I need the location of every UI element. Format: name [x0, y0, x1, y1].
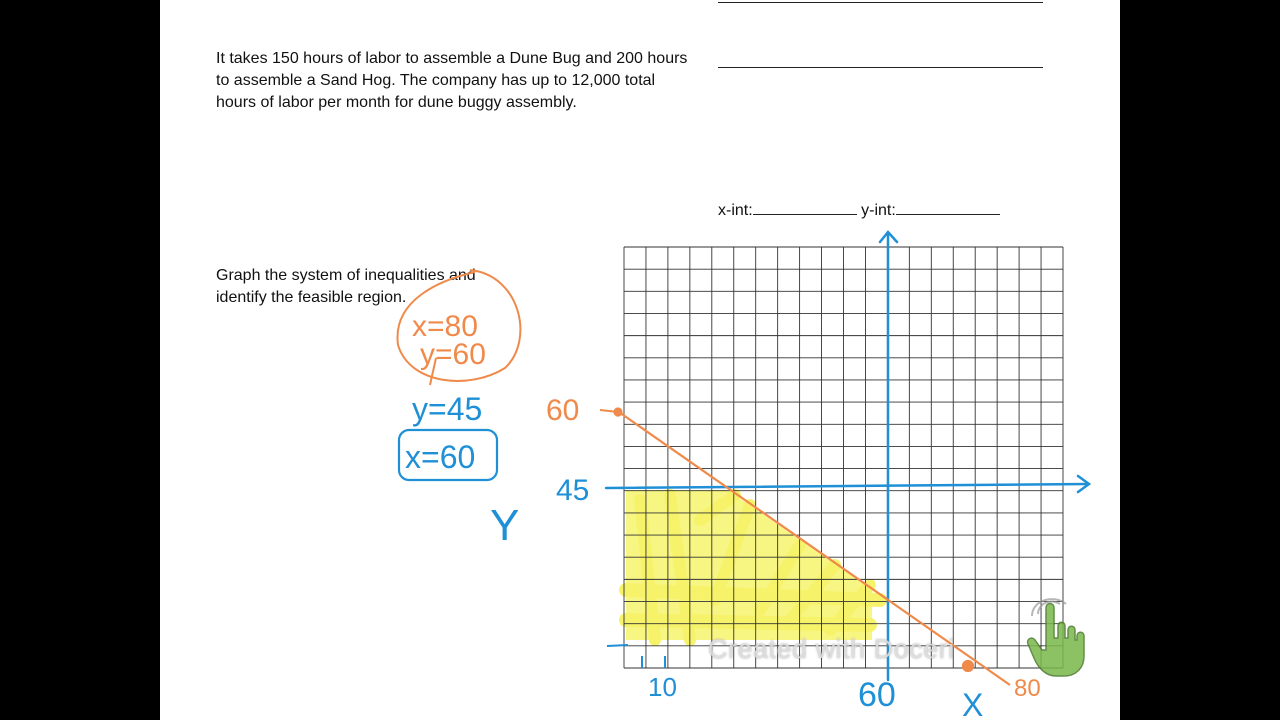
handwritten-y-letter: Y	[490, 501, 520, 550]
handwritten-y-45: y=45	[412, 391, 483, 427]
label-60-left: 60	[546, 394, 580, 427]
coordinate-grid	[624, 247, 1063, 668]
x-int-label: x-int:	[718, 202, 753, 219]
doceri-watermark: Created with Doceri	[708, 634, 955, 664]
y-int-label: y-int:	[861, 202, 896, 219]
handwritten-x-60: x=60	[405, 439, 476, 475]
label-45-left: 45	[556, 474, 590, 507]
label-x-bottom: X	[962, 687, 984, 720]
label-10-bottom: 10	[648, 672, 677, 702]
instruction-text: Graph the system of inequalities and identify the feasible region.	[216, 267, 476, 306]
handwritten-x-80: x=80	[412, 310, 478, 343]
label-60-bottom: 60	[858, 676, 896, 714]
problem-text: It takes 150 hours of labor to assemble a Dune Bug and 200 hours to assemble a Sand Hog. The company has up to 12,000 total hours of labor per month for dune buggy assembly.	[216, 50, 688, 111]
label-80-bottom: 80	[1014, 675, 1041, 702]
hand-pointer-icon	[1024, 598, 1088, 680]
handwritten-y-60: y=60	[420, 338, 486, 371]
